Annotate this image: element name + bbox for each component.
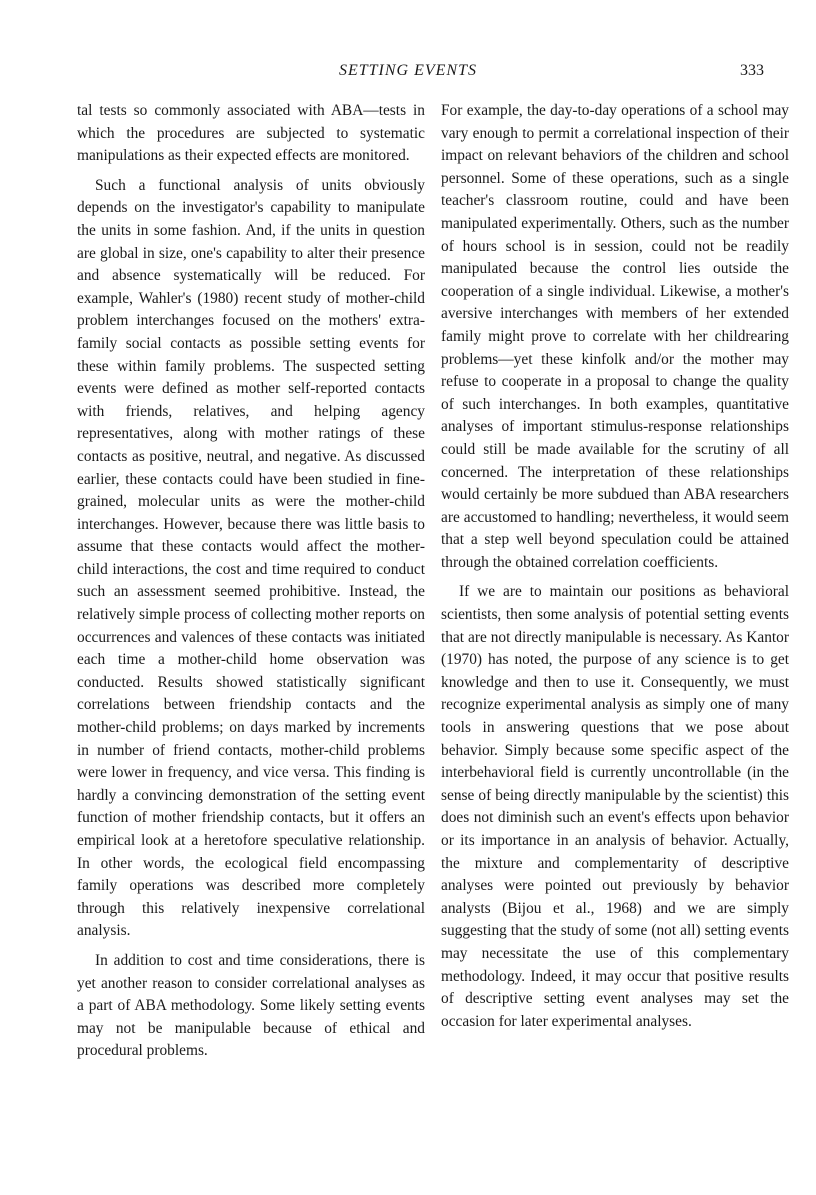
- page-number: 333: [740, 62, 764, 79]
- paragraph: If we are to maintain our positions as behavioral scientists, then some analysis of potential setting events that are not directly manipulable is necessary. As Kantor (1970) has noted, the purpose of any science is to get knowledge and then to use it. Consequently, we must recognize experimental analysis as simply one of many tools in answering questions that we pose about behavior. Simply because some specific aspect of the interbehavioral field is currently uncontrollable (in the sense of being directly manipulable by the scientist) this does not diminish such an event's effects upon behavior or its importance in an analysis of behavior. Actually, the mixture and complementarity of descriptive analyses were pointed out previously by behavior analysts (Bijou et al., 1968) and we are simply suggesting that the study of some (not all) setting events may necessitate the use of this complementary methodology. Indeed, it may occur that positive results of descriptive setting event analyses may set the occasion for later experimental analyses.: [441, 583, 789, 1030]
- running-title: SETTING EVENTS: [338, 62, 477, 79]
- paragraph: For example, the day-to-day operations of a school may vary enough to permit a correlational inspection of their impact on relevant behaviors of the children and school personnel. Some of these operations, such as a single teacher's classroom routine, could and have been manipulated experimentally. Others, such as the number of hours school is in session, could not be readily manipulated because the control lies outside the cooperation of a single individual. Likewise, a mother's aversive interchanges with members of her extended family might prove to correlate with her childrearing problems—yet these kinfolk and/or the mother may refuse to cooperate in a proposal to change the quality of such interchanges. In both examples, quantitative analyses of important stimulus-response relationships could still be made available for the scrutiny of all concerned. The interpretation of these relationships would certainly be more subdued than ABA researchers are accustomed to handling; nevertheless, it would seem that a step well beyond speculation could be attained through the obtained correlation coefficients.: [441, 102, 789, 571]
- paragraph: Such a functional analysis of units obviously depends on the investigator's capability to manipulate the units in some fashion. And, if the units in question are global in size, one's capability to alter their presence and absence systematically will be reduced. For example, Wahler's (1980) recent study of mother-child problem interchanges focused on the mothers' extra-family social contacts as possible setting events for these within family problems. The suspected setting events were defined as mother self-reported contacts with friends, relatives, and helping agency representatives, along with mother ratings of these contacts as positive, neutral, and negative. As discussed earlier, these contacts could have been studied in fine-grained, molecular units as were the mother-child interchanges. However, because there was little basis to assume that these contacts would affect the mother-child interactions, the cost and time required to conduct such an assessment seemed prohibitive. Instead, the relatively simple process of collecting mother reports on occurrences and valences of these contacts was initiated each time a mother-child home observation was conducted. Results showed statistically significant correlations between friendship contacts and the mother-child problems; on days marked by increments in number of friend contacts, mother-child problems were lower in frequency, and vice versa. This finding is hardly a convincing demonstration of the setting event function of mother friendship contacts, but it offers an empirical look at a heretofore speculative relationship. In other words, the ecological field encompassing family operations was described more completely through this relatively inexpensive correlational analysis.: [77, 176, 425, 940]
- left-column: [77, 100, 425, 1063]
- page-header: [0, 62, 816, 86]
- right-column: [441, 100, 789, 1033]
- paragraph: In addition to cost and time considerations, there is yet another reason to consider correlational analyses as a part of ABA methodology. Some likely setting events may not be manipulable because of ethical and procedural problems.: [77, 951, 425, 1060]
- paragraph: tal tests so commonly associated with ABA—tests in which the procedures are subjected to systematic manipulations as their expected effects are monitored.: [77, 102, 425, 165]
